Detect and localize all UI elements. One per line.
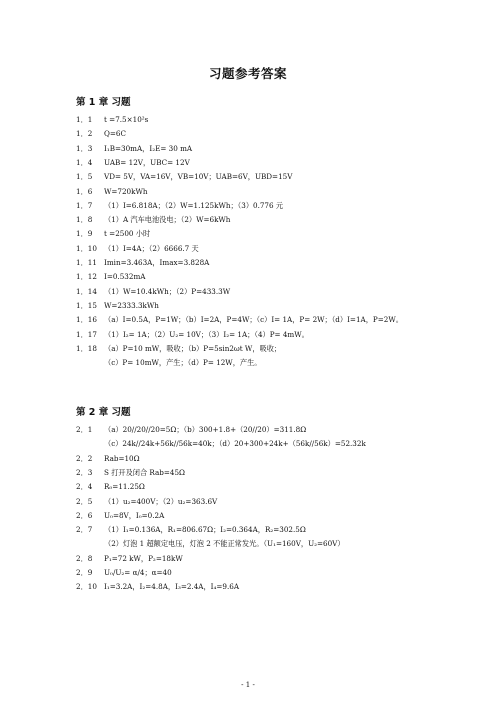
answer-line — [76, 258, 209, 267]
problem-number: 2．6 — [76, 510, 93, 520]
answer-text: （1）u₂=400V；（2）u₂=363.6V — [104, 496, 218, 506]
answer-text: I=0.532mA — [104, 272, 146, 282]
problem-number: 1．1 — [76, 115, 93, 124]
answer-text: Rab=10Ω — [104, 453, 140, 463]
answer-line — [76, 344, 281, 353]
problem-number: 1．9 — [76, 229, 93, 239]
answer-line — [76, 482, 145, 491]
answer-line — [76, 129, 126, 138]
answer-text: W=2333.3kWh — [104, 300, 159, 310]
answer-text: （a）P=10 mW，吸收；（b）P=5sin2ωt W，吸收； — [104, 343, 282, 353]
answer-line — [76, 201, 283, 210]
answer-line — [76, 468, 185, 477]
answer-text: U₀=8V，I₀=0.2A — [104, 510, 165, 520]
answer-text: （a）I=0.5A，P=1W；（b）I=2A，P=4W；（c）I= 1A，P= 2W；（d）I=1A，P=2W。 — [104, 315, 403, 325]
answer-line — [76, 287, 230, 296]
answer-line — [76, 115, 148, 124]
answer-text: （1）A 汽车电池没电；（2）W=6kWh — [104, 215, 231, 225]
answer-line — [76, 425, 306, 434]
problem-number: 1．8 — [76, 215, 93, 225]
answer-line — [76, 244, 199, 253]
problem-number: 1．6 — [76, 186, 93, 196]
problem-number: 1．7 — [76, 200, 93, 210]
problem-number: 2．9 — [76, 568, 93, 577]
problem-number: 2．5 — [76, 496, 93, 506]
problem-number: 1．16 — [76, 315, 97, 325]
problem-number: 2．7 — [76, 525, 93, 535]
answer-text: S 打开及闭合 Rab=45Ω — [104, 467, 186, 477]
problem-number: 1．10 — [76, 243, 97, 253]
answer-line — [104, 539, 345, 548]
answer-line — [104, 439, 366, 448]
problem-number: 1．12 — [76, 272, 97, 282]
problem-number: 1．17 — [76, 329, 97, 339]
problem-number: 2．8 — [76, 553, 93, 563]
answer-line — [76, 511, 164, 520]
answer-line — [76, 301, 159, 310]
answer-line — [76, 172, 292, 181]
answer-text: （c）P= 10mW，产生；（d）P= 12W，产生。 — [104, 358, 262, 368]
answer-text: （1）I=6.818A；（2）W=1.125kWh；（3）0.776 元 — [104, 200, 284, 210]
problem-number: 1．14 — [76, 286, 97, 296]
answer-text: （1）I₁=0.136A，R₁=806.67Ω；I₂=0.364A，R₂=302.5Ω — [104, 525, 306, 535]
chapter-heading: 第 2 章 习题 — [76, 407, 131, 418]
problem-number: 2．4 — [76, 482, 93, 492]
answer-text: U₀/U₂= α/4；α=40 — [104, 568, 172, 577]
answer-text: R₀=11.25Ω — [104, 482, 145, 492]
answer-text: VD= 5V，VA=16V，VB=10V；UAB=6V，UBD=15V — [104, 172, 293, 182]
answer-text: Q=6C — [104, 129, 126, 139]
answer-line — [76, 229, 150, 238]
answer-line — [104, 358, 261, 367]
answer-line — [76, 187, 148, 196]
answer-text: （c）24k//24k+56k//56k=40k；（d）20+300+24k+（56k//56k）=52.32k — [104, 439, 366, 449]
problem-number: 1．11 — [76, 258, 97, 267]
page-title: 习题参考答案 — [208, 66, 287, 81]
answer-text: （1）I₂= 1A；（2）U₂= 10V；（3）I₂= 1A；（4）P= 4mW。 — [104, 329, 309, 339]
answer-text: t =7.5×10²s — [104, 115, 149, 124]
answer-text: Imin=3.463A，Imax=3.828A — [104, 258, 210, 267]
problem-number: 2．1 — [76, 425, 93, 434]
answer-line — [76, 272, 145, 281]
problem-number: 1．3 — [76, 143, 93, 153]
answer-line — [76, 215, 230, 224]
answer-line — [76, 330, 309, 339]
answer-line — [76, 158, 190, 167]
answer-line — [76, 525, 306, 534]
problem-number: 1．15 — [76, 300, 97, 310]
answer-line — [76, 144, 192, 153]
problem-number: 1．4 — [76, 157, 93, 167]
answer-line — [76, 568, 172, 577]
problem-number: 1．5 — [76, 172, 93, 182]
problem-number: 2．10 — [76, 582, 97, 592]
problem-number: 1．2 — [76, 129, 93, 139]
answer-text: P₁=72 kW，P₂=18kW — [104, 553, 183, 563]
answer-text: （1）W=10.4kWh；（2）P=433.3W — [104, 286, 231, 296]
answer-text: （1）I=4A；（2）6666.7 天 — [104, 243, 199, 253]
answer-text: W=720kWh — [104, 186, 148, 196]
answer-text: UAB= 12V，UBC= 12V — [104, 157, 190, 167]
answer-line — [76, 454, 140, 463]
answer-text: I₁B=30mA，I₂E= 30 mA — [104, 143, 193, 153]
problem-number: 1．18 — [76, 343, 97, 353]
answer-text: （2）灯泡 1 超额定电压，灯泡 2 不能正常发光。（U₁=160V，U₂=60V） — [104, 539, 345, 549]
answer-line — [76, 497, 217, 506]
chapter-heading: 第 1 章 习题 — [76, 97, 131, 108]
answer-line — [76, 315, 403, 324]
problem-number: 2．2 — [76, 453, 93, 463]
answer-text: （a）20//20//20=5Ω；（b）300+1.8+（20//20）=311.8Ω — [104, 425, 307, 434]
answer-line — [76, 582, 239, 591]
page-number: - 1 - — [241, 681, 255, 689]
answer-text: t =2500 小时 — [104, 229, 151, 239]
answer-line — [76, 554, 183, 563]
problem-number: 2．3 — [76, 467, 93, 477]
answer-text: I₁=3.2A，I₂=4.8A，I₃=2.4A，I₄=9.6A — [104, 582, 240, 592]
